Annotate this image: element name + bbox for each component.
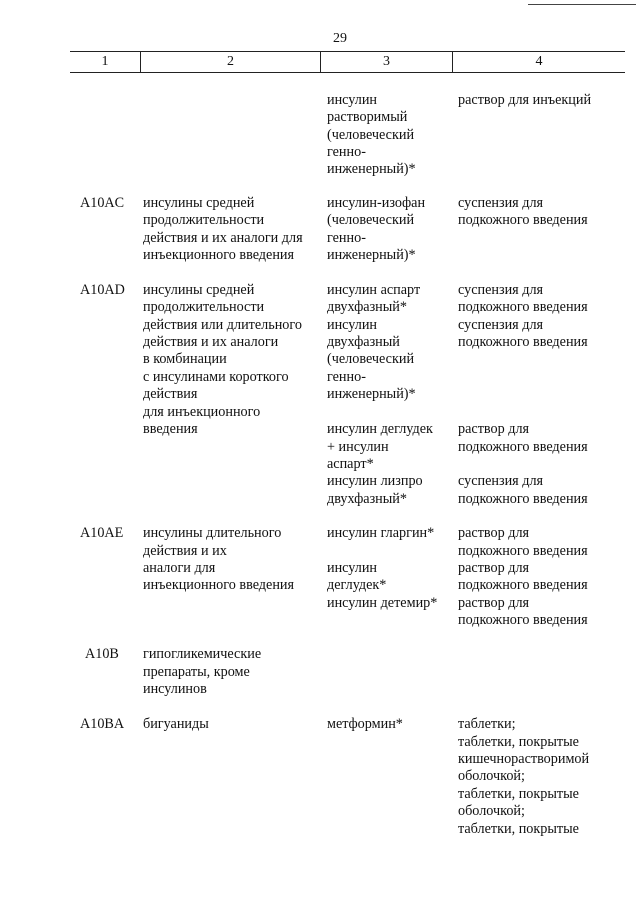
form-line: подкожного введения: [458, 577, 588, 593]
drug-line: генно-: [327, 369, 366, 385]
group-line: инсулины длительного: [143, 525, 282, 541]
group-line: инсулинов: [143, 681, 207, 697]
form-line: подкожного введения: [458, 543, 588, 559]
form-line: оболочкой;: [458, 803, 525, 819]
form-line: таблетки, покрытые: [458, 786, 579, 802]
drug-line: метформин*: [327, 716, 403, 732]
group-line: продолжительности: [143, 212, 265, 228]
drug-line: аспарт*: [327, 456, 374, 472]
group-line: инъекционного введения: [143, 247, 295, 263]
group-line: действия и их аналоги: [143, 334, 279, 350]
form-line: подкожного введения: [458, 439, 588, 455]
drug-line: инсулин детемир*: [327, 595, 438, 611]
group-line: действия: [143, 386, 198, 402]
group-line: инсулины средней: [143, 195, 255, 211]
form-line: таблетки, покрытые: [458, 734, 579, 750]
drug-line: инсулин: [327, 560, 378, 576]
drug-line: + инсулин: [327, 439, 389, 455]
drug-line: (человеческий: [327, 351, 415, 367]
form-line: суспензия для: [458, 195, 544, 211]
group-line: инсулины средней: [143, 282, 255, 298]
drug-line: двухфазный: [327, 334, 400, 350]
form-line: оболочкой;: [458, 768, 525, 784]
form-line: подкожного введения: [458, 299, 588, 315]
drug-line: двухфазный*: [327, 491, 407, 507]
group-line: препараты, кроме: [143, 664, 250, 680]
form-line: суспензия для: [458, 317, 544, 333]
group-line: действия или длительного: [143, 317, 302, 333]
form-line: подкожного введения: [458, 212, 588, 228]
drug-line: инсулин аспарт: [327, 282, 421, 298]
form-line: кишечнорастворимой: [458, 751, 590, 767]
drug-line: инженерный)*: [327, 161, 416, 177]
atc-code: A10AC: [80, 195, 125, 211]
form-line: раствор для: [458, 421, 530, 437]
drug-line: инсулин лизпро: [327, 473, 423, 489]
column-header-4: 4: [452, 52, 625, 72]
group-line: действия и их аналоги для: [143, 230, 303, 246]
drug-line: (человеческий: [327, 127, 415, 143]
group-line: гипогликемические: [143, 646, 262, 662]
table-header-row: [70, 51, 625, 73]
form-line: раствор для: [458, 595, 530, 611]
drug-line: инсулин: [327, 317, 378, 333]
group-line: в комбинации: [143, 351, 227, 367]
drug-line: инсулин: [327, 92, 378, 108]
drug-line: инженерный)*: [327, 247, 416, 263]
form-line: подкожного введения: [458, 612, 588, 628]
group-line: инъекционного введения: [143, 577, 295, 593]
drug-line: инсулин деглудек: [327, 421, 433, 437]
form-line: суспензия для: [458, 282, 544, 298]
drug-line: генно-: [327, 144, 366, 160]
drug-line: растворимый: [327, 109, 408, 125]
column-header-2: 2: [140, 52, 320, 72]
group-line: для инъекционного: [143, 404, 261, 420]
form-line: раствор для: [458, 560, 530, 576]
drug-line: инсулин гларгин*: [327, 525, 435, 541]
group-line: аналоги для: [143, 560, 216, 576]
drug-line: двухфазный*: [327, 299, 407, 315]
drug-line: генно-: [327, 230, 366, 246]
column-header-3: 3: [320, 52, 452, 72]
corner-rule: [528, 4, 636, 5]
group-line: действия и их: [143, 543, 227, 559]
group-line: введения: [143, 421, 198, 437]
form-line: таблетки, покрытые: [458, 821, 579, 837]
form-line: подкожного введения: [458, 491, 588, 507]
drug-line: инсулин-изофан: [327, 195, 426, 211]
column-header-1: 1: [101, 54, 109, 69]
form-line: суспензия для: [458, 473, 544, 489]
form-line: подкожного введения: [458, 334, 588, 350]
group-line: бигуаниды: [143, 716, 209, 732]
atc-code: A10AE: [80, 525, 124, 541]
form-line: раствор для: [458, 525, 530, 541]
group-line: с инсулинами короткого: [143, 369, 289, 385]
drug-line: инженерный)*: [327, 386, 416, 402]
atc-code: A10B: [85, 646, 119, 662]
drug-line: деглудек*: [327, 577, 387, 593]
form-line: таблетки;: [458, 716, 516, 732]
form-line: раствор для инъекций: [458, 92, 592, 108]
atc-code: A10AD: [80, 282, 125, 298]
page-number: 29: [333, 31, 347, 46]
atc-code: A10BA: [80, 716, 125, 732]
group-line: продолжительности: [143, 299, 265, 315]
drug-line: (человеческий: [327, 212, 415, 228]
